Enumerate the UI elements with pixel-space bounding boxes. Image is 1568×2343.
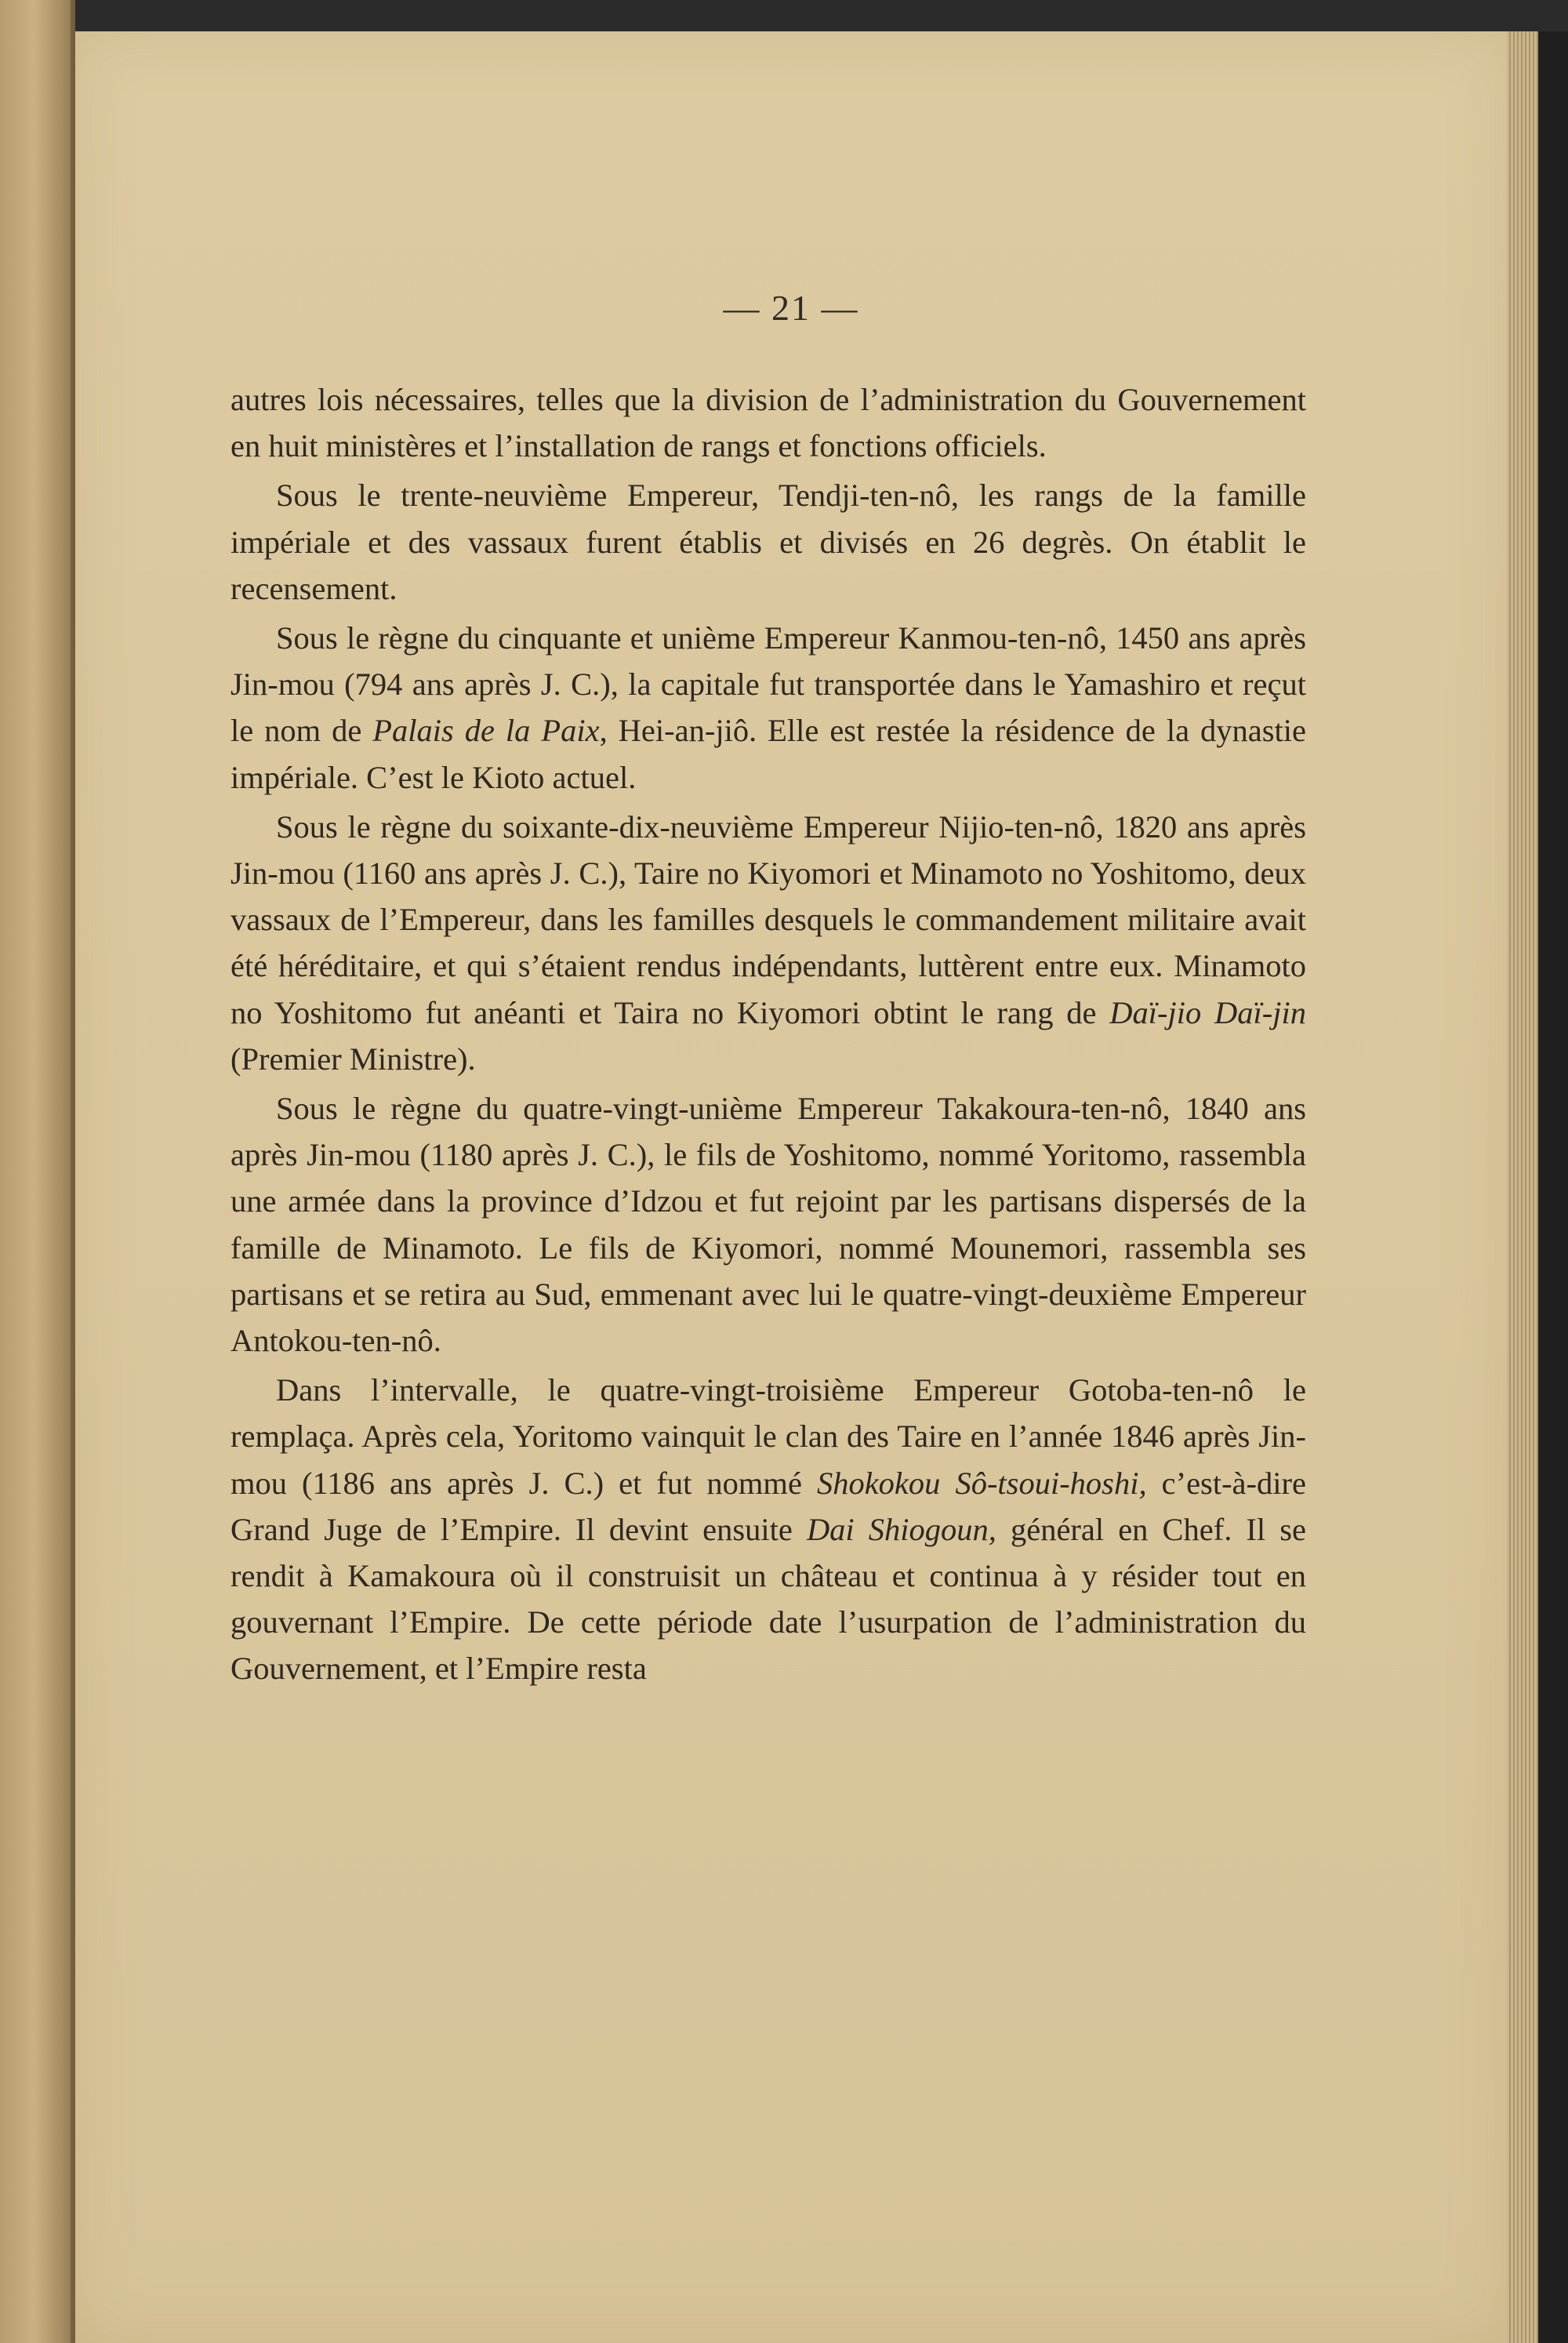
paragraph bbox=[230, 1367, 1306, 1691]
text-run: Sous le règne du cinquante et unième Empereur Kanmou-ten-nô, 1450 ans après Jin-mou (794 ans après J. C.), la capitale fut transportée dans le Yamashiro et reçut le nom de bbox=[230, 620, 1306, 749]
italic-term: Shokokou Sô-tsoui-hoshi, bbox=[816, 1465, 1147, 1501]
text-run: autres lois nécessaires, telles que la division de l’administration du Gouvernement en huit ministères et l’installation de rangs et fonctions officiels. bbox=[230, 382, 1306, 464]
text-run: Sous le règne du quatre-vingt-unième Empereur Takakoura-ten-nô, 1840 ans après Jin-mou (1180 après J. C.), le fils de Yoshitomo, nommé Yoritomo, rassembla une armée dans la province d’Idzou et fut rejoint par les partisans dispersés de la famille de Minamoto. Le fils de Kiyomori, nommé Mounemori, rassembla ses partisans et se retira au Sud, emmenant avec lui le quatre-vingt-deuxième Empereur Antokou-ten-nô. bbox=[230, 1091, 1306, 1359]
page-number: — 21 — bbox=[723, 288, 859, 328]
italic-term: Dai Shiogoun, bbox=[806, 1511, 996, 1547]
page-edges bbox=[1507, 31, 1538, 2343]
scan-background bbox=[1538, 31, 1568, 2343]
paragraph bbox=[230, 804, 1306, 1082]
text-run: Sous le trente-neuvième Empereur, Tendji-ten-nô, les rangs de la famille impériale et des vassaux furent établis et divisés en 26 degrès. On établit le recensement. bbox=[230, 478, 1306, 606]
book-gutter bbox=[0, 0, 75, 2343]
paragraph bbox=[230, 615, 1306, 801]
paragraph bbox=[230, 472, 1306, 612]
italic-term: Palais de la Paix bbox=[372, 713, 600, 749]
body-text bbox=[230, 376, 1306, 1695]
text-run: Dans l’intervalle, le quatre-vingt-troisième Empereur Gotoba-ten-nô le remplaça. Après cela, Yoritomo vainquit le clan des Taire en l’année 1846 après Jin-mou (1186 ans après J. C.) et fut nommé bbox=[230, 1372, 1306, 1501]
paragraph bbox=[230, 1085, 1306, 1364]
text-run: , Hei-an-jiô. Elle est restée la résidence de la dynastie impériale. C’est le Kioto actuel. bbox=[230, 713, 1306, 795]
paragraph bbox=[230, 376, 1306, 469]
text-run: Sous le règne du soixante-dix-neuvième Empereur Nijio-ten-nô, 1820 ans après Jin-mou (1160 ans après J. C.), Taire no Kiyomori et Minamoto no Yoshitomo, deux vassaux de l’Empereur, dans les familles desquels le commandement militaire avait été héréditaire, et qui s’étaient rendus indépendants, luttèrent entre eux. Minamoto no Yoshitomo fut anéanti et Taira no Kiyomori obtint le rang de bbox=[230, 808, 1306, 1030]
text-run: (Premier Ministre). bbox=[230, 1041, 476, 1077]
italic-term: Daï-jio Daï-jin bbox=[1109, 994, 1306, 1030]
book-page bbox=[75, 31, 1507, 2343]
text-run: général en Chef. Il se rendit à Kamakoura où il construisit un château et continua à y résider tout en gouvernant l’Empire. De cette période date l’usurpation de l’administration du Gouvernement, et l’Empire resta bbox=[230, 1511, 1306, 1687]
text-run: c’est-à-dire Grand Juge de l’Empire. Il devint ensuite bbox=[230, 1465, 1306, 1547]
